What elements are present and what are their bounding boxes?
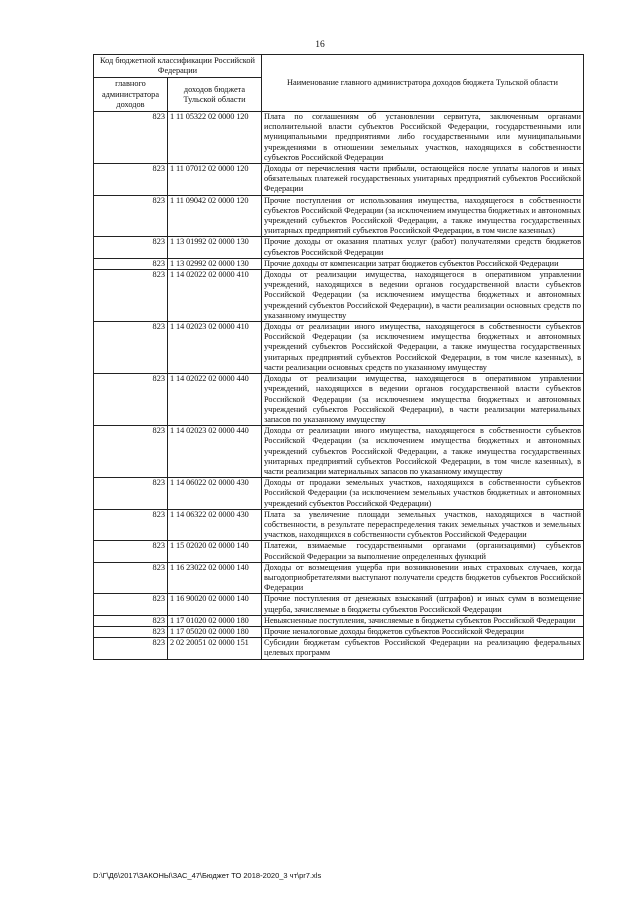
table-body xyxy=(94,112,584,660)
admin-code-cell: 823 xyxy=(94,164,168,196)
description-cell: Невыясненные поступления, зачисляемые в бюджеты субъектов Российской Федерации xyxy=(262,615,584,626)
income-code-cell: 1 13 01992 02 0000 130 xyxy=(168,237,262,258)
table-row xyxy=(94,638,584,659)
table-row xyxy=(94,594,584,615)
admin-code-cell: 823 xyxy=(94,562,168,594)
table-row xyxy=(94,237,584,258)
table-row xyxy=(94,322,584,374)
description-cell: Плата по соглашениям об установлении сервитута, заключенным органами исполнительной власти субъектов Российской Федерации, государственными или муниципальными предприятиями либо государственными или муниципальными учреждениями в отношении земельных участков, находящихся в собственности субъектов Российской Федерации xyxy=(262,112,584,164)
description-cell: Доходы от реализации иного имущества, находящегося в собственности субъектов Российской Федерации (за исключением имущества бюджетных и автономных учреждений субъектов Российской Федерации, а также имущества государственных унитарных предприятий субъектов Российской Федерации, в том числе казенных), в части реализации материальных запасов по указанному имуществу xyxy=(262,426,584,478)
income-code-cell: 1 14 02022 02 0000 410 xyxy=(168,270,262,322)
income-code-cell: 1 14 02023 02 0000 410 xyxy=(168,322,262,374)
admin-code-cell: 823 xyxy=(94,615,168,626)
table-row xyxy=(94,270,584,322)
table-row xyxy=(94,541,584,562)
admin-code-cell: 823 xyxy=(94,626,168,637)
header-name: Наименование главного администратора доходов бюджета Тульской области xyxy=(262,55,584,112)
description-cell: Прочие поступления от денежных взысканий (штрафов) и иных сумм в возмещение ущерба, зачисляемые в бюджеты субъектов Российской Федерации xyxy=(262,594,584,615)
description-cell: Платежи, взимаемые государственными органами (организациями) субъектов Российской Федерации за выполнение определенных функций xyxy=(262,541,584,562)
description-cell: Доходы от реализации иного имущества, находящегося в собственности субъектов Российской Федерации (за исключением имущества бюджетных и автономных учреждений субъектов Российской Федерации, а также имущества государственных унитарных предприятий субъектов Российской Федерации, в том числе казенных), в части реализации основных средств по указанному имуществу xyxy=(262,322,584,374)
table-row xyxy=(94,112,584,164)
description-cell: Плата за увеличение площади земельных участков, находящихся в частной собственности, в результате перераспределения таких земельных участков и земельных участков, находящихся в собственности субъектов Российской Федерации xyxy=(262,509,584,541)
table-row xyxy=(94,426,584,478)
income-code-cell: 2 02 20051 02 0000 151 xyxy=(168,638,262,659)
admin-code-cell: 823 xyxy=(94,374,168,426)
description-cell: Прочие доходы от оказания платных услуг (работ) получателями средств бюджетов субъектов Российской Федерации xyxy=(262,237,584,258)
description-cell: Доходы от продажи земельных участков, находящихся в собственности субъектов Российской Федерации (за исключением земельных участков бюджетных и автономных учреждений субъектов Российской Федерации) xyxy=(262,478,584,510)
table-row xyxy=(94,562,584,594)
income-code-cell: 1 14 02022 02 0000 440 xyxy=(168,374,262,426)
income-code-cell: 1 15 02020 02 0000 140 xyxy=(168,541,262,562)
description-cell: Субсидии бюджетам субъектов Российской Федерации на реализацию федеральных целевых программ xyxy=(262,638,584,659)
description-cell: Прочие поступления от использования имущества, находящегося в собственности субъектов Российской Федерации (за исключением имущества бюджетных и автономных учреждений субъектов Российской Федерации, а также имущества государственных унитарных предприятий субъектов Российской Федерации, в том числе казенных) xyxy=(262,195,584,237)
file-path-footer: D:\Г\Д6\2017\ЗАКОНЫ\ЗАС_47\Бюджет ТО 2018-2020_3 чт\pr7.xls xyxy=(93,871,322,880)
income-code-cell: 1 11 09042 02 0000 120 xyxy=(168,195,262,237)
table-row xyxy=(94,478,584,510)
admin-code-cell: 823 xyxy=(94,541,168,562)
table-row xyxy=(94,258,584,269)
table-row xyxy=(94,164,584,196)
table-row xyxy=(94,195,584,237)
admin-code-cell: 823 xyxy=(94,509,168,541)
income-code-cell: 1 11 05322 02 0000 120 xyxy=(168,112,262,164)
admin-code-cell: 823 xyxy=(94,594,168,615)
admin-code-cell: 823 xyxy=(94,322,168,374)
admin-code-cell: 823 xyxy=(94,112,168,164)
admin-code-cell: 823 xyxy=(94,426,168,478)
income-code-cell: 1 14 06022 02 0000 430 xyxy=(168,478,262,510)
table-row xyxy=(94,509,584,541)
header-admin-code: главного администратора доходов xyxy=(94,78,168,112)
income-code-cell: 1 16 23022 02 0000 140 xyxy=(168,562,262,594)
description-cell: Доходы от реализации имущества, находящегося в оперативном управлении учреждений, находящихся в ведении органов государственной власти субъектов Российской Федерации (за исключением имущества бюджетных и автономных учреждений субъектов Российской Федерации), в части реализации материальных запасов по указанному имуществу xyxy=(262,374,584,426)
description-cell: Доходы от возмещения ущерба при возникновении иных страховых случаев, когда выгодоприобретателями выступают получатели средств бюджетов субъектов Российской Федерации xyxy=(262,562,584,594)
income-code-cell: 1 16 90020 02 0000 140 xyxy=(168,594,262,615)
income-code-cell: 1 13 02992 02 0000 130 xyxy=(168,258,262,269)
table-row xyxy=(94,374,584,426)
income-code-cell: 1 17 01020 02 0000 180 xyxy=(168,615,262,626)
admin-code-cell: 823 xyxy=(94,270,168,322)
description-cell: Прочие неналоговые доходы бюджетов субъектов Российской Федерации xyxy=(262,626,584,637)
admin-code-cell: 823 xyxy=(94,195,168,237)
admin-code-cell: 823 xyxy=(94,237,168,258)
admin-code-cell: 823 xyxy=(94,478,168,510)
table-row xyxy=(94,615,584,626)
income-code-cell: 1 17 05020 02 0000 180 xyxy=(168,626,262,637)
page-number: 16 xyxy=(315,40,325,50)
income-code-cell: 1 11 07012 02 0000 120 xyxy=(168,164,262,196)
income-code-cell: 1 14 06322 02 0000 430 xyxy=(168,509,262,541)
revenue-classification-table xyxy=(93,54,584,660)
header-code-group: Код бюджетной классификации Российской Федерации xyxy=(94,55,262,78)
description-cell: Доходы от реализации имущества, находящегося в оперативном управлении учреждений, находящихся в ведении органов государственной власти субъектов Российской Федерации (за исключением имущества бюджетных и автономных учреждений субъектов Российской Федерации), в части реализации основных средств по указанному имуществу xyxy=(262,270,584,322)
income-code-cell: 1 14 02023 02 0000 440 xyxy=(168,426,262,478)
admin-code-cell: 823 xyxy=(94,638,168,659)
description-cell: Доходы от перечисления части прибыли, остающейся после уплаты налогов и иных обязательных платежей государственных унитарных предприятий субъектов Российской Федерации xyxy=(262,164,584,196)
description-cell: Прочие доходы от компенсации затрат бюджетов субъектов Российской Федерации xyxy=(262,258,584,269)
header-income-code: доходов бюджета Тульской области xyxy=(168,78,262,112)
table-row xyxy=(94,626,584,637)
admin-code-cell: 823 xyxy=(94,258,168,269)
